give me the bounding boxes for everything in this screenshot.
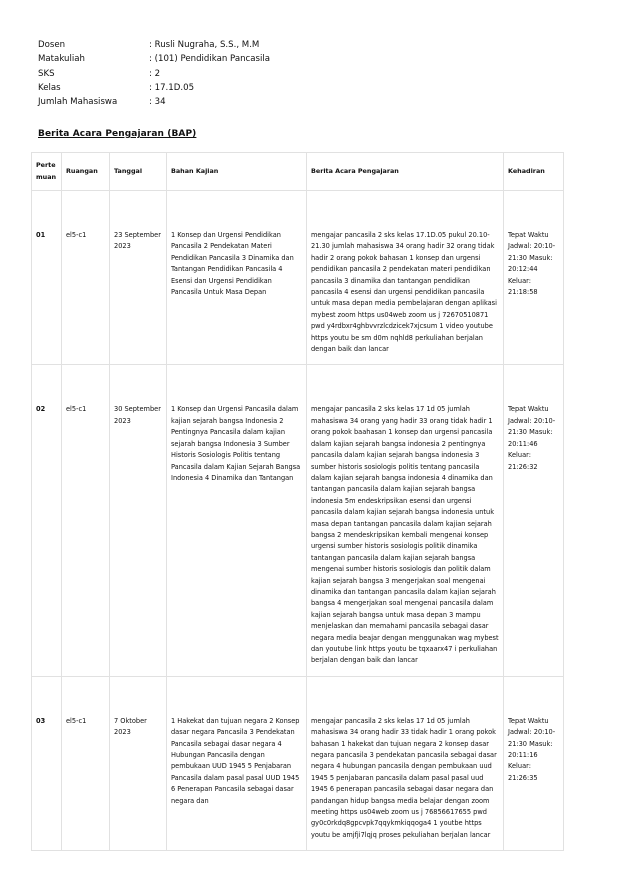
cell-berita-acara: mengajar pancasila 2 sks kelas 17 1d 05 jumlah mahasiswa 34 orang hadir 33 tidak hadir 1 orang pokok bahasan 1 hakekat dan tujuan negara 2 konsep dasar negara pancasila 3 pendekatan pancasila sebagai dasar negara 4 hubungan pancasila dengan pembukaan uud 1945 5 penjabaran pancasila dalam pasal pasal uud 1945 6 penerapan pancasila sebagai dasar negara dan pandangan hidup bangsa media belajar dengan zoom meeting https us04web zoom us j 76856617655 pwd gy0c0rkdq8gpcvpk7qqykmkiqqoga4 1 youtbe https youtu be amjfji7lqjq proses pekuliahan berjalan lancar <box>307 676 504 850</box>
cell-kehadiran: Tepat Waktu Jadwal: 20:10-21:30 Masuk: 20:12:44 Keluar: 21:18:58 <box>504 191 564 365</box>
cell-bahan-kajian: 1 Konsep dan Urgensi Pendidikan Pancasila 2 Pendekatan Materi Pendidikan Pancasila 3 Dinamika dan Tantangan Pendidikan Pancasila 4 Esensi dan Urgensi Pendidikan Pancasila Untuk Masa Depan <box>167 191 307 365</box>
table-row <box>32 676 564 850</box>
cell-pertemuan: 02 <box>32 365 62 676</box>
bap-table <box>31 152 564 851</box>
cell-tanggal: 7 Oktober 2023 <box>110 676 167 850</box>
info-value: : 17.1D.05 <box>149 82 195 93</box>
cell-berita-acara: mengajar pancasila 2 sks kelas 17 1d 05 jumlah mahasiswa 34 orang yang hadir 33 orang tidak hadir 1 orang pokok baahasan 1 konsep dan urgensi pancasila dalam kajian sejarah bangsa indonesia 2 pentingnya pancasila dalam kajian sejarah bangsa indonesia 3 sumber historis sosiologis politis tentang pancasila dalam kajian sejarah bangsa indonesia 4 dinamika dan tantangan pancasila dalam kajian sejarah bangsa indonesia 5m endeskripsikan esensi dan urgensi pancasila dalam kajian sejarah bangsa indonesia untuk masa depan tantangan pancasila dalam kajian sejarah bangsa 2 mendeskripsikan kembali mengenai konsep urgensi sumber historis sosiologis politik dinamika tantangan pancasila dalam kajian sejarah bangsa mengenai sumber historis sosiologis dan politik dalam kajian sejarah bangsa 3 mengerjakan soal mengenai dinamika dan tantangan pancasila dalam kajian sejarah bangsa 4 mengerjakan soal mengenai pancasila dalam kajian sejarah bangsa untuk masa depan 3 mampu menjelaskan dan memahami pancasila sebagai dasar negara media beajar dengan menggunakan wag mybest dan youtube link https youtu be tqxaarx47 i perkuliahan berjalan dengan baik dan lancar <box>307 365 504 676</box>
info-value: : 2 <box>149 68 161 79</box>
cell-pertemuan: 03 <box>32 676 62 850</box>
info-row-matakuliah <box>38 52 270 66</box>
course-info <box>38 38 270 109</box>
header-tanggal: Tanggal <box>110 153 167 191</box>
info-label: Dosen <box>38 40 66 50</box>
info-row-kelas <box>38 81 270 95</box>
section-title: Berita Acara Pengajaran (BAP) <box>38 129 197 139</box>
info-row-jumlah-mahasiswa <box>38 95 270 109</box>
cell-pertemuan: 01 <box>32 191 62 365</box>
info-value: : Rusli Nugraha, S.S., M.M <box>149 40 260 50</box>
header-pertemuan: Perte muan <box>32 153 62 191</box>
info-label: SKS <box>38 68 55 79</box>
info-value: : (101) Pendidikan Pancasila <box>149 54 271 65</box>
info-label: Kelas <box>38 82 61 93</box>
info-label: Matakuliah <box>38 54 85 65</box>
info-row-dosen <box>38 38 270 52</box>
cell-berita-acara: mengajar pancasila 2 sks kelas 17.1D.05 pukul 20.10-21.30 jumlah mahasiswa 34 orang hadir 32 orang tidak hadir 2 orang pokok bahasan 1 konsep dan urgensi pendidikan pancasila 2 pendekatan materi pendidikan pancasila 3 dinamika dan tantangan pendidikan pancasila 4 esensi dan urgensi pendidikan pancasila untuk masa depan media pembelajaran dengan aplikasi mybest zoom https us04web zoom us j 72670510871 pwd y4rdbxr4ghbvvrzlcdzicek7xjcsum 1 video youtube https youtu be sm d0m nqhld8 perkuliahan berjalan dengan baik dan lancar <box>307 191 504 365</box>
info-value: : 34 <box>149 97 166 108</box>
cell-kehadiran: Tepat Waktu Jadwal: 20:10-21:30 Masuk: 20:11:16 Keluar: 21:26:35 <box>504 676 564 850</box>
header-bahan-kajian: Bahan Kajian <box>167 153 307 191</box>
cell-bahan-kajian: 1 Konsep dan Urgensi Pancasila dalam kajian sejarah bangsa Indonesia 2 Pentingnya Pancasila dalam kajian sejarah bangsa Indonesia 3 Sumber Historis Sosiologis Politis tentang Pancasila dalam Kajian Sejarah Bangsa Indonesia 4 Dinamika dan Tantangan <box>167 365 307 676</box>
table-row <box>32 191 564 365</box>
cell-ruangan: el5-c1 <box>62 676 110 850</box>
table-header-row <box>32 153 564 191</box>
header-ruangan: Ruangan <box>62 153 110 191</box>
header-kehadiran: Kehadiran <box>504 153 564 191</box>
cell-ruangan: el5-c1 <box>62 191 110 365</box>
table-row <box>32 365 564 676</box>
cell-kehadiran: Tepat Waktu Jadwal: 20:10-21:30 Masuk: 20:11:46 Keluar: 21:26:32 <box>504 365 564 676</box>
info-row-sks <box>38 67 270 81</box>
cell-tanggal: 23 September 2023 <box>110 191 167 365</box>
cell-tanggal: 30 September 2023 <box>110 365 167 676</box>
cell-bahan-kajian: 1 Hakekat dan tujuan negara 2 Konsep dasar negara Pancasila 3 Pendekatan Pancasila sebagai dasar negara 4 Hubungan Pancasila dengan pembukaan UUD 1945 5 Penjabaran Pancasila dalam pasal pasal UUD 1945 6 Penerapan Pancasila sebagai dasar negara dan <box>167 676 307 850</box>
cell-ruangan: el5-c1 <box>62 365 110 676</box>
info-label: Jumlah Mahasiswa <box>38 97 118 108</box>
header-berita-acara: Berita Acara Pengajaran <box>307 153 504 191</box>
